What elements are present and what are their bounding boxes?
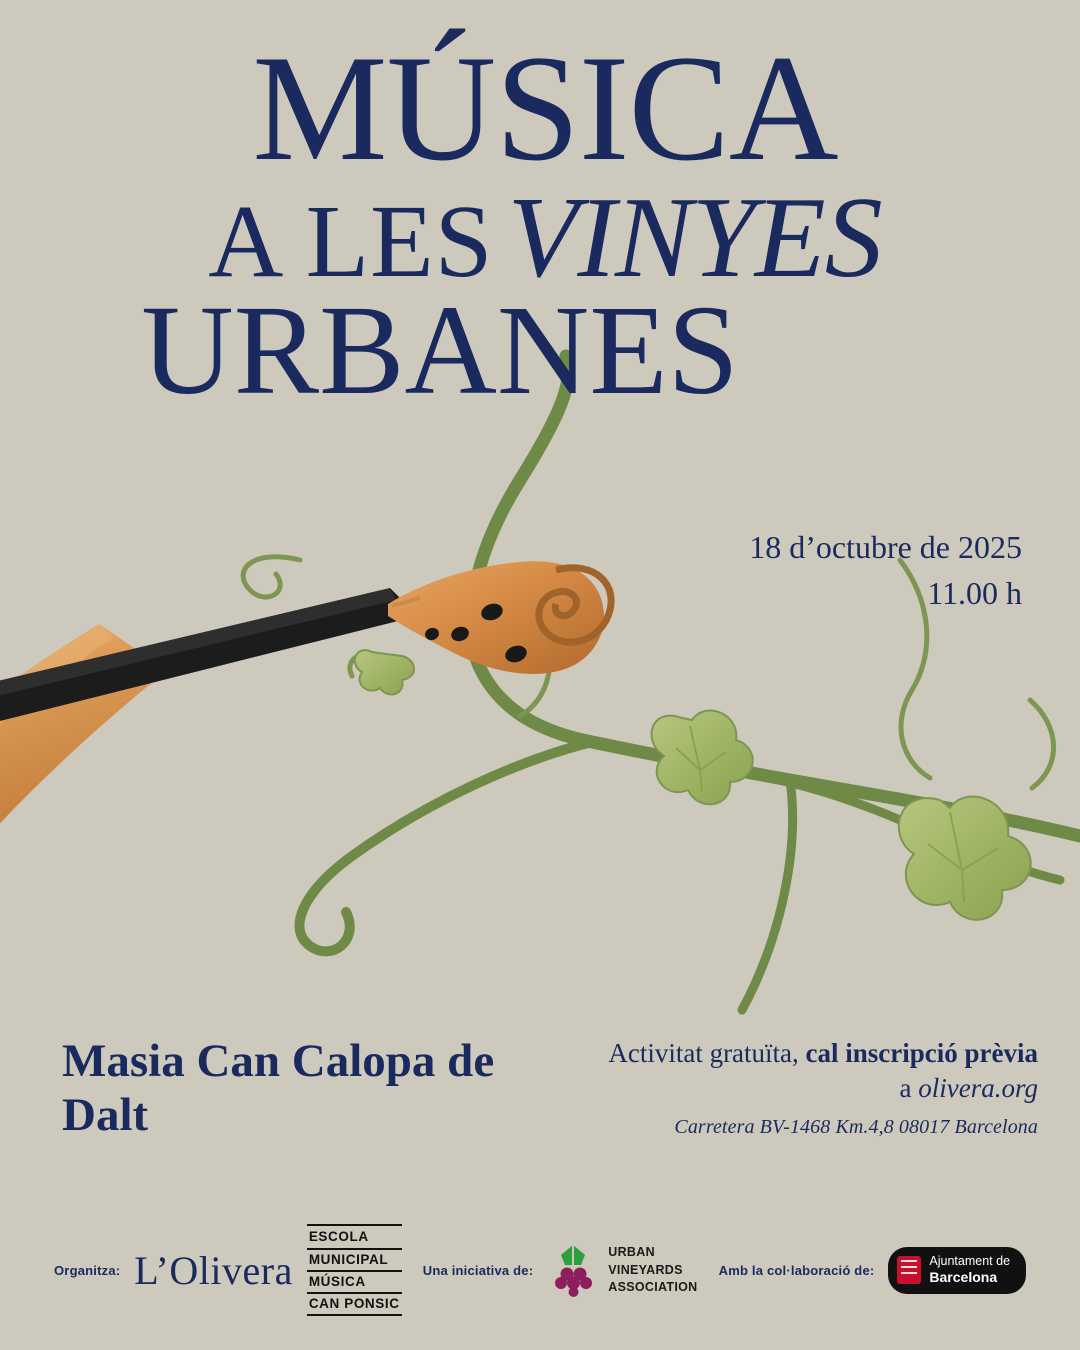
info-link[interactable]: olivera.org [918,1072,1038,1103]
collaborator-group [719,1247,1026,1294]
escola-can-ponsic-logo [307,1224,402,1316]
grape-cluster-icon [547,1243,599,1297]
footer-logos [0,1224,1080,1316]
ajuntament-barcelona-logo [888,1247,1026,1294]
uva-line-1: URBAN [608,1245,655,1260]
escola-logo-line-1: ESCOLA [307,1224,402,1249]
title-line-3: URBANES [141,278,739,421]
event-date: 18 d’octubre de 2025 [749,529,1022,565]
barcelona-crest-icon [897,1256,921,1284]
event-date-block [749,524,1022,617]
ajuntament-line-1: Ajuntament de [929,1253,1011,1268]
ajuntament-text [929,1254,1010,1287]
venue-name: Masia Can Calopa de Dalt [62,1035,495,1141]
poster-title [0,24,1080,421]
uva-logo-text [608,1244,697,1296]
escola-logo-line-3: MÚSICA [307,1272,402,1294]
escola-logo-line-4: CAN PONSIC [307,1294,402,1316]
ajuntament-line-2: Barcelona [929,1269,998,1286]
title-line-2 [0,174,1080,303]
collab-label: Amb la col·laboració de: [718,1262,875,1278]
title-line-1: MÚSICA [252,24,838,192]
info-link-prefix: a [899,1072,912,1103]
info-bold-text: cal inscripció prèvia [805,1038,1038,1068]
initiative-label: Una iniciativa de: [422,1262,534,1278]
uva-line-2: VINEYARDS [608,1262,683,1277]
title-line-2-a: A LES [208,184,494,300]
initiative-group [423,1243,698,1297]
uva-logo [547,1243,697,1297]
venue-address: Carretera BV-1468 Km.4,8 08017 Barcelona [674,1116,1038,1139]
registration-info [608,1036,1038,1141]
title-line-2-b: VINYES [507,174,882,303]
uva-line-3: ASSOCIATION [608,1279,698,1294]
escola-logo-line-2: MUNICIPAL [307,1250,402,1272]
organizer-group [54,1224,402,1316]
info-free-text: Activitat gratuïta, [608,1038,799,1068]
organizer-label: Organitza: [54,1262,121,1278]
lolivera-logo: L’Olivera [134,1247,293,1293]
event-time: 11.00 h [927,575,1022,612]
